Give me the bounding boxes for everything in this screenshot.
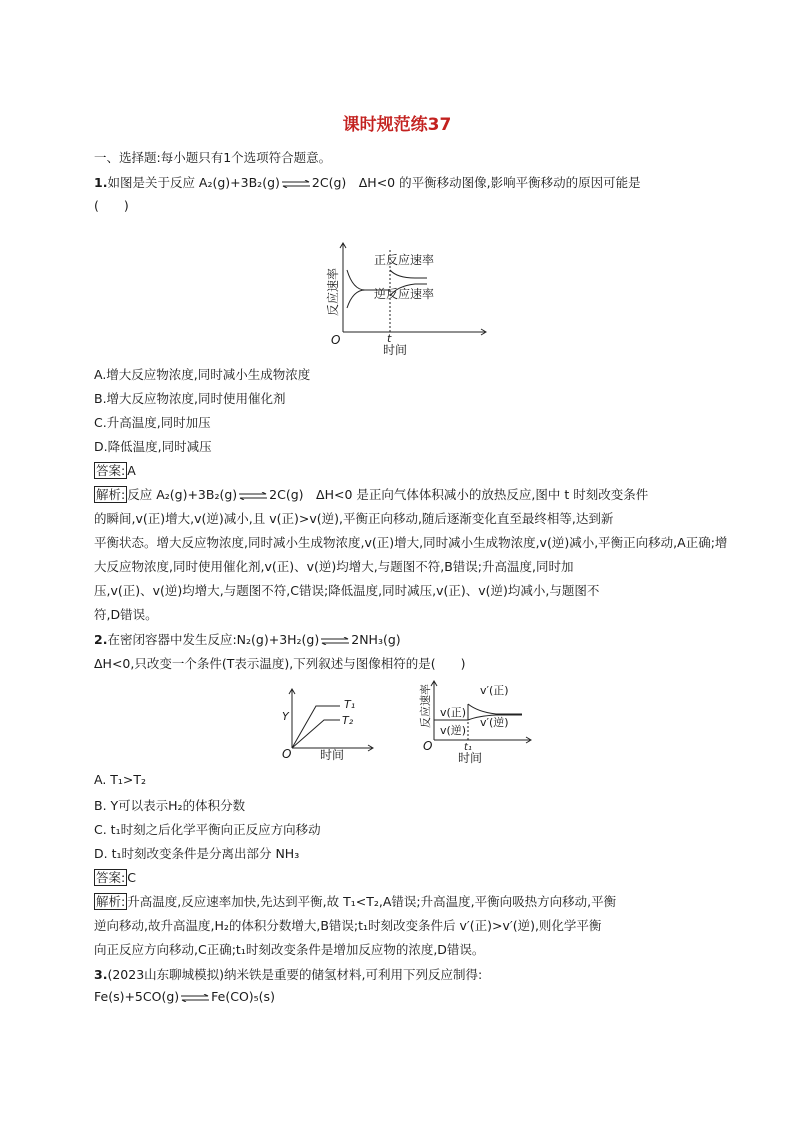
equilibrium-arrow-icon: [281, 180, 311, 188]
page-title: 课时规范练37: [342, 115, 452, 135]
origin-label: O: [331, 333, 341, 347]
label-v-prime-reverse: v′(逆): [480, 716, 509, 729]
forward-rate-curve-after: [390, 270, 427, 278]
x-axis-label: 时间: [320, 748, 345, 762]
x-axis-label: 时间: [383, 343, 408, 357]
q1-rate-chart: [325, 240, 495, 360]
section-heading: 一、选择题:每小题只有1个选项符合题意。: [94, 150, 332, 165]
label-v-reverse: v(逆): [440, 724, 467, 737]
q3-eq-b: Fe(CO)₅(s): [211, 989, 275, 1004]
q2-analysis-line: 逆向移动,故升高温度,H₂的体积分数增大,B错误;t₁时刻改变条件后 v′(正)>v′(逆),则化学平衡: [94, 918, 602, 933]
q2-option-a: A. T₁>T₂: [94, 772, 147, 787]
q1-analysis-line: 平衡状态。增大反应物浓度,同时减小生成物浓度,v(正)增大,同时减小生成物浓度,v(逆)减小,平衡正向移动,A正确;增: [94, 535, 728, 550]
series-t1-label: T₁: [344, 698, 356, 711]
t1-label: t₁: [464, 742, 472, 753]
legend-forward: 正反应速率: [374, 253, 435, 267]
q2-right-chart: [418, 678, 538, 764]
series-t2-line: [292, 720, 340, 748]
label-v-prime-forward: v′(正): [480, 684, 509, 697]
answer-value: C: [127, 870, 136, 885]
equilibrium-arrow-icon: [320, 637, 350, 645]
origin-label: O: [282, 747, 292, 761]
y-axis-label: Y: [282, 710, 289, 723]
q3-stem: [94, 965, 482, 983]
q2-option-b: B. Y可以表示H₂的体积分数: [94, 798, 246, 813]
q3-eq-a: Fe(s)+5CO(g): [94, 989, 180, 1004]
series-t2-label: T₂: [342, 714, 354, 727]
analysis-text: 2C(g) ΔH<0 是正向气体体积减小的放热反应,图中 t 时刻改变条件: [269, 487, 649, 502]
q1-option-c: C.升高温度,同时加压: [94, 415, 211, 430]
q3-stem-text: (2023山东聊城模拟)纳米铁是重要的储氢材料,可利用下列反应制得:: [107, 967, 483, 982]
reverse-rate-curve-before: [347, 290, 365, 308]
q1-analysis-line-1: [94, 485, 648, 503]
legend-reverse: 逆反应速率: [374, 287, 435, 301]
q1-option-a: A.增大反应物浓度,同时减小生成物浓度: [94, 367, 311, 382]
q2-stem-a: 在密闭容器中发生反应:N₂(g)+3H₂(g): [107, 632, 320, 647]
analysis-label: 解析:: [96, 894, 126, 909]
q2-answer: [94, 868, 136, 886]
q2-option-c: C. t₁时刻之后化学平衡向正反应方向移动: [94, 822, 321, 837]
t-label: t: [387, 332, 392, 345]
answer-label: 答案:: [96, 870, 126, 885]
q1-analysis-line: 的瞬间,v(正)增大,v(逆)减小,且 v(正)>v(逆),平衡正向移动,随后逐渐变化直至最终相等,达到新: [94, 511, 614, 526]
q2-stem-b: 2NH₃(g): [351, 632, 401, 647]
y-axis-label: 反应速率: [326, 267, 340, 316]
q3-number: 3.: [94, 967, 108, 982]
q2-analysis-line-1: [94, 892, 616, 910]
answer-value: A: [127, 463, 136, 478]
analysis-text: 升高温度,反应速率加快,先达到平衡,故 T₁<T₂,A错误;升高温度,平衡向吸热方向移动,平衡: [127, 894, 617, 909]
label-v-forward: v(正): [440, 706, 467, 719]
q1-paren: ( ): [94, 198, 129, 213]
q1-answer: [94, 461, 136, 479]
q1-analysis-line: 大反应物浓度,同时使用催化剂,v(正)、v(逆)均增大,与题图不符,B错误;升高温度,同时加: [94, 559, 574, 574]
q2-number: 2.: [94, 632, 108, 647]
answer-label: 答案:: [96, 463, 126, 478]
q1-stem: [94, 173, 641, 191]
x-axis-label: 时间: [458, 751, 483, 764]
q3-equation: [94, 989, 275, 1004]
q2-analysis-line: 向正反应方向移动,C正确;t₁时刻改变条件是增加反应物的浓度,D错误。: [94, 942, 485, 957]
analysis-text: 反应 A₂(g)+3B₂(g): [127, 487, 238, 502]
q1-stem-a: 如图是关于反应 A₂(g)+3B₂(g): [107, 175, 280, 190]
v-prime-forward-curve: [468, 704, 522, 714]
q1-option-d: D.降低温度,同时减压: [94, 439, 212, 454]
analysis-label: 解析:: [96, 487, 126, 502]
q1-analysis-line: 压,v(正)、v(逆)均增大,与题图不符,C错误;降低温度,同时减压,v(正)、v(逆)均减小,与题图不: [94, 583, 600, 598]
q2-stem: [94, 630, 401, 648]
q1-analysis-line: 符,D错误。: [94, 607, 158, 622]
equilibrium-arrow-icon: [180, 994, 210, 1002]
q2-left-chart: [278, 686, 378, 764]
q2-option-d: D. t₁时刻改变条件是分离出部分 NH₃: [94, 846, 300, 861]
q2-stem-c: ΔH<0,只改变一个条件(T表示温度),下列叙述与图像相符的是( ): [94, 656, 466, 671]
q1-option-b: B.增大反应物浓度,同时使用催化剂: [94, 391, 286, 406]
origin-label: O: [423, 739, 433, 753]
q1-number: 1.: [94, 175, 108, 190]
equilibrium-arrow-icon: [238, 492, 268, 500]
y-axis-label: 反应速率: [419, 684, 432, 728]
q1-stem-b: 2C(g) ΔH<0 的平衡移动图像,影响平衡移动的原因可能是: [311, 175, 641, 190]
